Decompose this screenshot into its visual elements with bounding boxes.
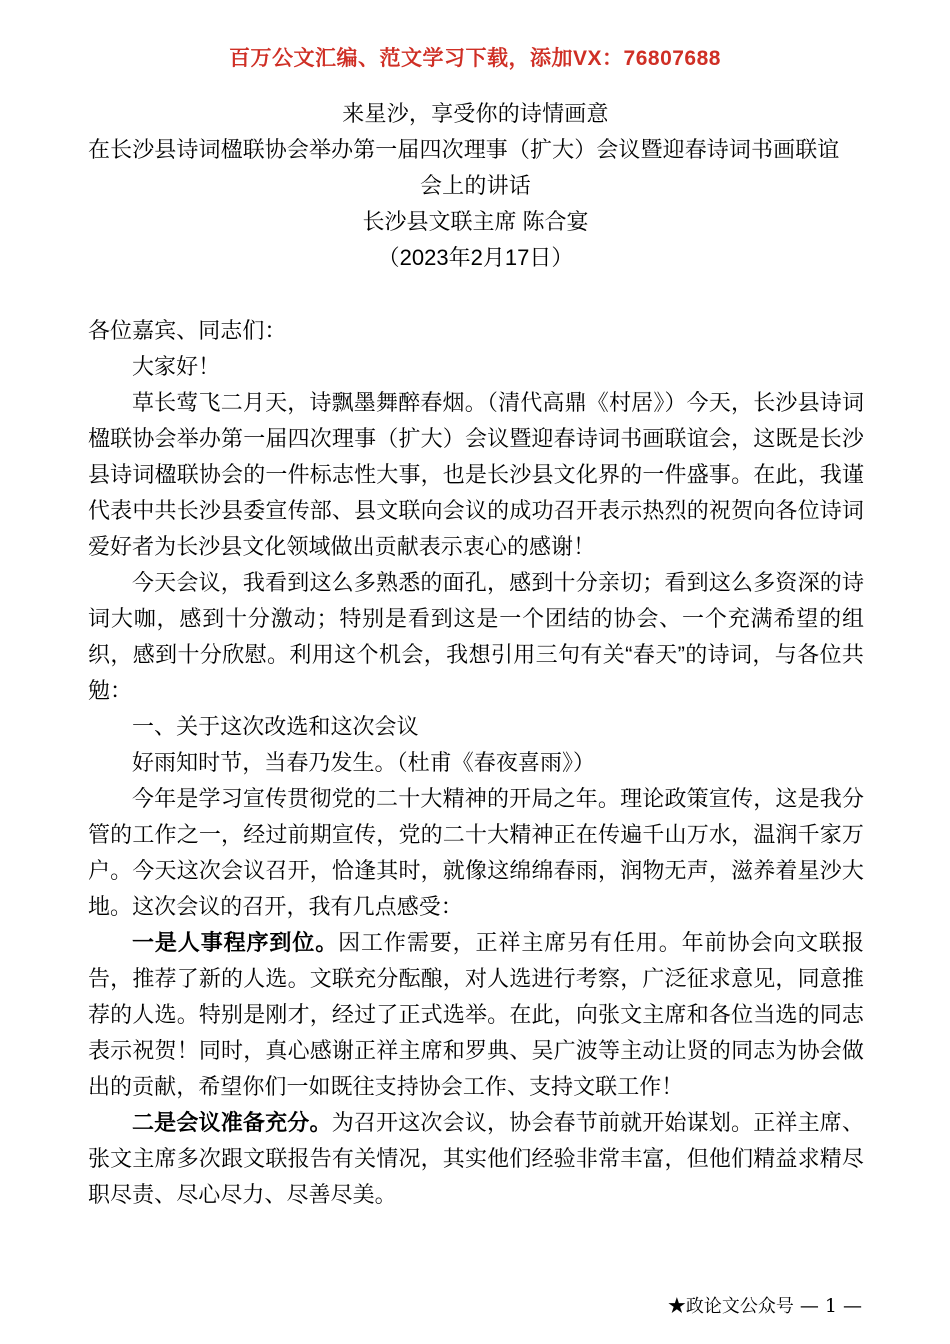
page-footer: [0, 1292, 950, 1318]
document-body: [88, 313, 864, 1213]
paragraph-3: 今年是学习宣传贯彻党的二十大精神的开局之年。理论政策宣传，这是我分管的工作之一，经过前期宣传，党的二十大精神正在传遍千山万水，温润千家万户。今天这次会议召开，恰逢其时，就像这绵绵春雨，润物无声，滋养着星沙大地。这次会议的召开，我有几点感受：: [88, 786, 864, 919]
paragraph-4: [88, 925, 864, 1105]
document-title-line-1: 来星沙，享受你的诗情画意: [342, 101, 609, 126]
paragraph-4-lead-in: 一是人事程序到位。: [132, 930, 339, 955]
paragraph-5-text: 为召开这次会议，协会春节前就开始谋划。正祥主席、张文主席多次跟文联报告有关情况，其实他们经验非常丰富，但他们精益求精尽职尽责、尽心尽力、尽善尽美。: [88, 1110, 865, 1207]
greeting-paragraph: 大家好！: [132, 354, 221, 379]
promo-banner: 百万公文汇编、范文学习下载，添加VX：76807688: [229, 47, 721, 70]
document-title-line-2: 在长沙县诗词楹联协会举办第一届四次理事（扩大）会议暨迎春诗词书画联谊: [88, 137, 840, 162]
paragraph-5: [88, 1105, 864, 1213]
document-byline: 长沙县文联主席 陈合宴: [362, 209, 589, 234]
paragraph-4-text: 因工作需要，正祥主席另有任用。年前协会向文联报告，推荐了新的人选。文联充分酝酿，对人选进行考察，广泛征求意见，同意推荐的人选。特别是刚才，经过了正式选举。在此，向张文主席和各位当选的同志表示祝贺！同时，真心感谢正祥主席和罗典、吴广波等主动让贤的同志为协会做出的贡献，希望你们一如既往支持协会工作、支持文联工作！: [88, 930, 865, 1099]
page-number: — 1 —: [799, 1295, 862, 1317]
document-title-line-3: 会上的讲话: [419, 173, 531, 198]
salutation: 各位嘉宾、同志们：: [88, 318, 287, 343]
paragraph-1: 草长莺飞二月天，诗飘墨舞醉春烟。（清代高鼎《村居》）今天，长沙县诗词楹联协会举办第一届四次理事（扩大）会议暨迎春诗词书画联谊会，这既是长沙县诗词楹联协会的一件标志性大事，也是长沙县文化界的一件盛事。在此，我谨代表中共长沙县委宣传部、县文联向会议的成功召开表示热烈的祝贺向各位诗词爱好者为长沙县文化领域做出贡献表示衷心的感谢！: [88, 390, 864, 559]
section-heading-1: 一、关于这次改选和这次会议: [132, 714, 419, 739]
document-date: （2023年2月17日）: [377, 245, 574, 270]
title-block: [88, 96, 863, 276]
paragraph-5-lead-in: 二是会议准备充分。: [132, 1110, 332, 1135]
paragraph-2: 今天会议，我看到这么多熟悉的面孔，感到十分亲切；看到这么多资深的诗词大咖，感到十分激动；特别是看到这是一个团结的协会、一个充满希望的组织，感到十分欣慰。利用这个机会，我想引用三句有关“春天”的诗词，与各位共勉：: [88, 570, 864, 703]
footer-brand-label: ★政论文公众号: [667, 1296, 794, 1317]
quote-1: 好雨知时节，当春乃发生。（杜甫《春夜喜雨》）: [132, 750, 596, 775]
